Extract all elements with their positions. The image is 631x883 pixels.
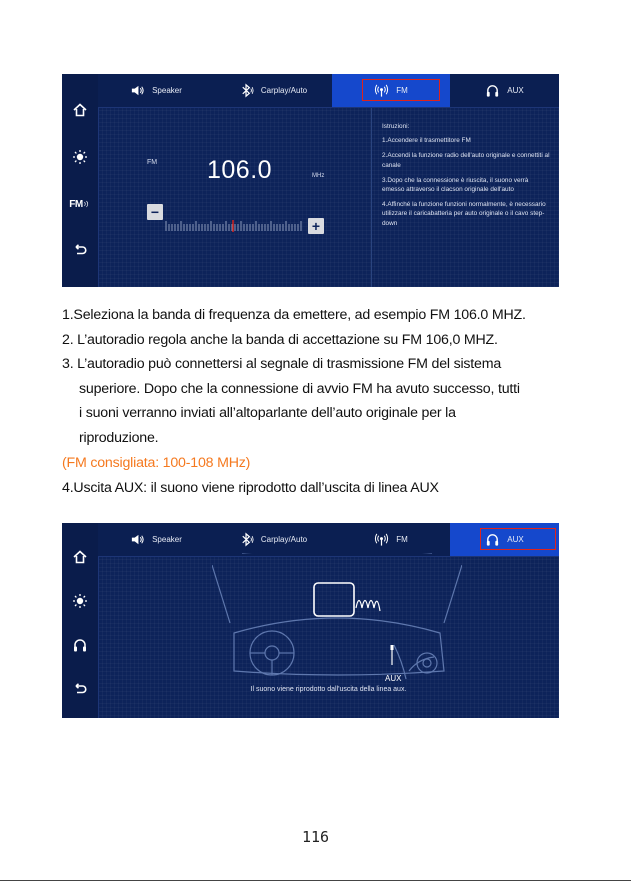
instruction-step: 4.Affinché la funzione funzioni normalmente, è necessario utilizzare il caricabatteria per auto originale o il cavo step-down — [382, 201, 546, 227]
frequency-display: 106.0 — [207, 156, 273, 184]
tune-up-button[interactable]: + — [308, 218, 324, 234]
signal-icon — [83, 198, 91, 210]
bluetooth-icon — [239, 532, 254, 547]
tab-carplay[interactable] — [214, 523, 332, 556]
tab-fm-label: FM — [396, 86, 408, 95]
instruction-step: 3.Dopo che la connessione è riuscita, il suono verrà emesso attraverso il clacson originale dell'auto — [382, 176, 529, 194]
brightness-icon[interactable] — [62, 145, 98, 169]
speaker-icon — [130, 83, 145, 98]
home-icon[interactable] — [62, 98, 98, 122]
instruction-step: 2.Accendi la funzione radio dell'auto originale e connettiti al canale — [382, 152, 550, 169]
tab-speaker-label: Speaker — [152, 86, 182, 95]
tab-carplay-label: Carplay/Auto — [260, 86, 308, 95]
instructions-title: Istruzioni: — [382, 123, 410, 130]
aux-label: AUX — [385, 674, 402, 683]
frequency-unit: MHz — [312, 173, 325, 179]
tab-carplay[interactable] — [214, 74, 332, 107]
home-icon[interactable] — [62, 545, 98, 569]
fm-side-label: FM — [69, 198, 83, 210]
tab-fm-label: FM — [396, 535, 408, 544]
headphones-icon — [485, 83, 500, 98]
tab-speaker-label: Speaker — [152, 535, 182, 544]
radio-icon — [374, 532, 389, 547]
tuning-scale[interactable] — [165, 220, 303, 232]
bluetooth-icon — [239, 83, 254, 98]
tab-carplay-label: Carplay/Auto — [260, 535, 308, 544]
instruction-step: 1.Accendere il trasmettitore FM — [382, 137, 471, 145]
back-icon[interactable] — [62, 677, 98, 701]
step-3-text: 3. L’autoradio può connettersi al segnale di trasmissione FM del sistema — [62, 356, 502, 372]
step-2-text: 2. L’autoradio regola anche la banda di accettazione su FM 106,0 MHZ. — [62, 332, 498, 348]
footer-rule — [0, 880, 631, 881]
fm-side-button[interactable] — [62, 192, 98, 216]
speaker-icon — [130, 532, 145, 547]
step-3-text-cont: superiore. Dopo che la connessione di avvio FM ha avuto successo, tutti — [79, 381, 520, 397]
step-3-text-cont: riproduzione. — [79, 430, 159, 446]
aux-screen — [62, 523, 559, 718]
instructions-panel — [382, 122, 550, 234]
tab-aux[interactable] — [450, 74, 559, 107]
step-1-text: 1.Seleziona la banda di frequenza da emettere, ad esempio FM 106.0 MHZ. — [62, 307, 526, 323]
highlight-box — [362, 79, 440, 101]
fm-screen — [62, 74, 559, 287]
tune-down-button[interactable]: − — [147, 204, 163, 220]
tab-bar — [98, 523, 559, 557]
sidebar — [62, 74, 99, 287]
sidebar — [62, 523, 99, 718]
page-number: 116 — [301, 828, 330, 846]
aux-caption: Il suono viene riprodotto dall'uscita della linea aux. — [250, 686, 407, 693]
car-dashboard-illustration — [212, 553, 462, 688]
divider — [371, 108, 372, 287]
step-4-text: 4.Uscita AUX: il suono viene riprodotto dall’uscita di linea AUX — [62, 480, 439, 496]
tab-speaker[interactable] — [98, 74, 214, 107]
tab-speaker[interactable] — [98, 523, 214, 556]
highlight-box — [480, 528, 556, 550]
tab-aux-label: AUX — [507, 86, 524, 95]
tab-fm[interactable] — [332, 523, 450, 556]
brightness-icon[interactable] — [62, 589, 98, 613]
band-label: FM — [147, 159, 158, 166]
tab-bar — [98, 74, 559, 108]
tab-aux-label: AUX — [507, 535, 524, 544]
headphones-icon[interactable] — [62, 633, 98, 657]
step-3-text-cont: i suoni verranno inviati all’altoparlante dell’auto originale per la — [79, 405, 456, 421]
fm-note: (FM consigliata: 100-108 MHz) — [62, 455, 251, 471]
back-icon[interactable] — [62, 238, 98, 262]
